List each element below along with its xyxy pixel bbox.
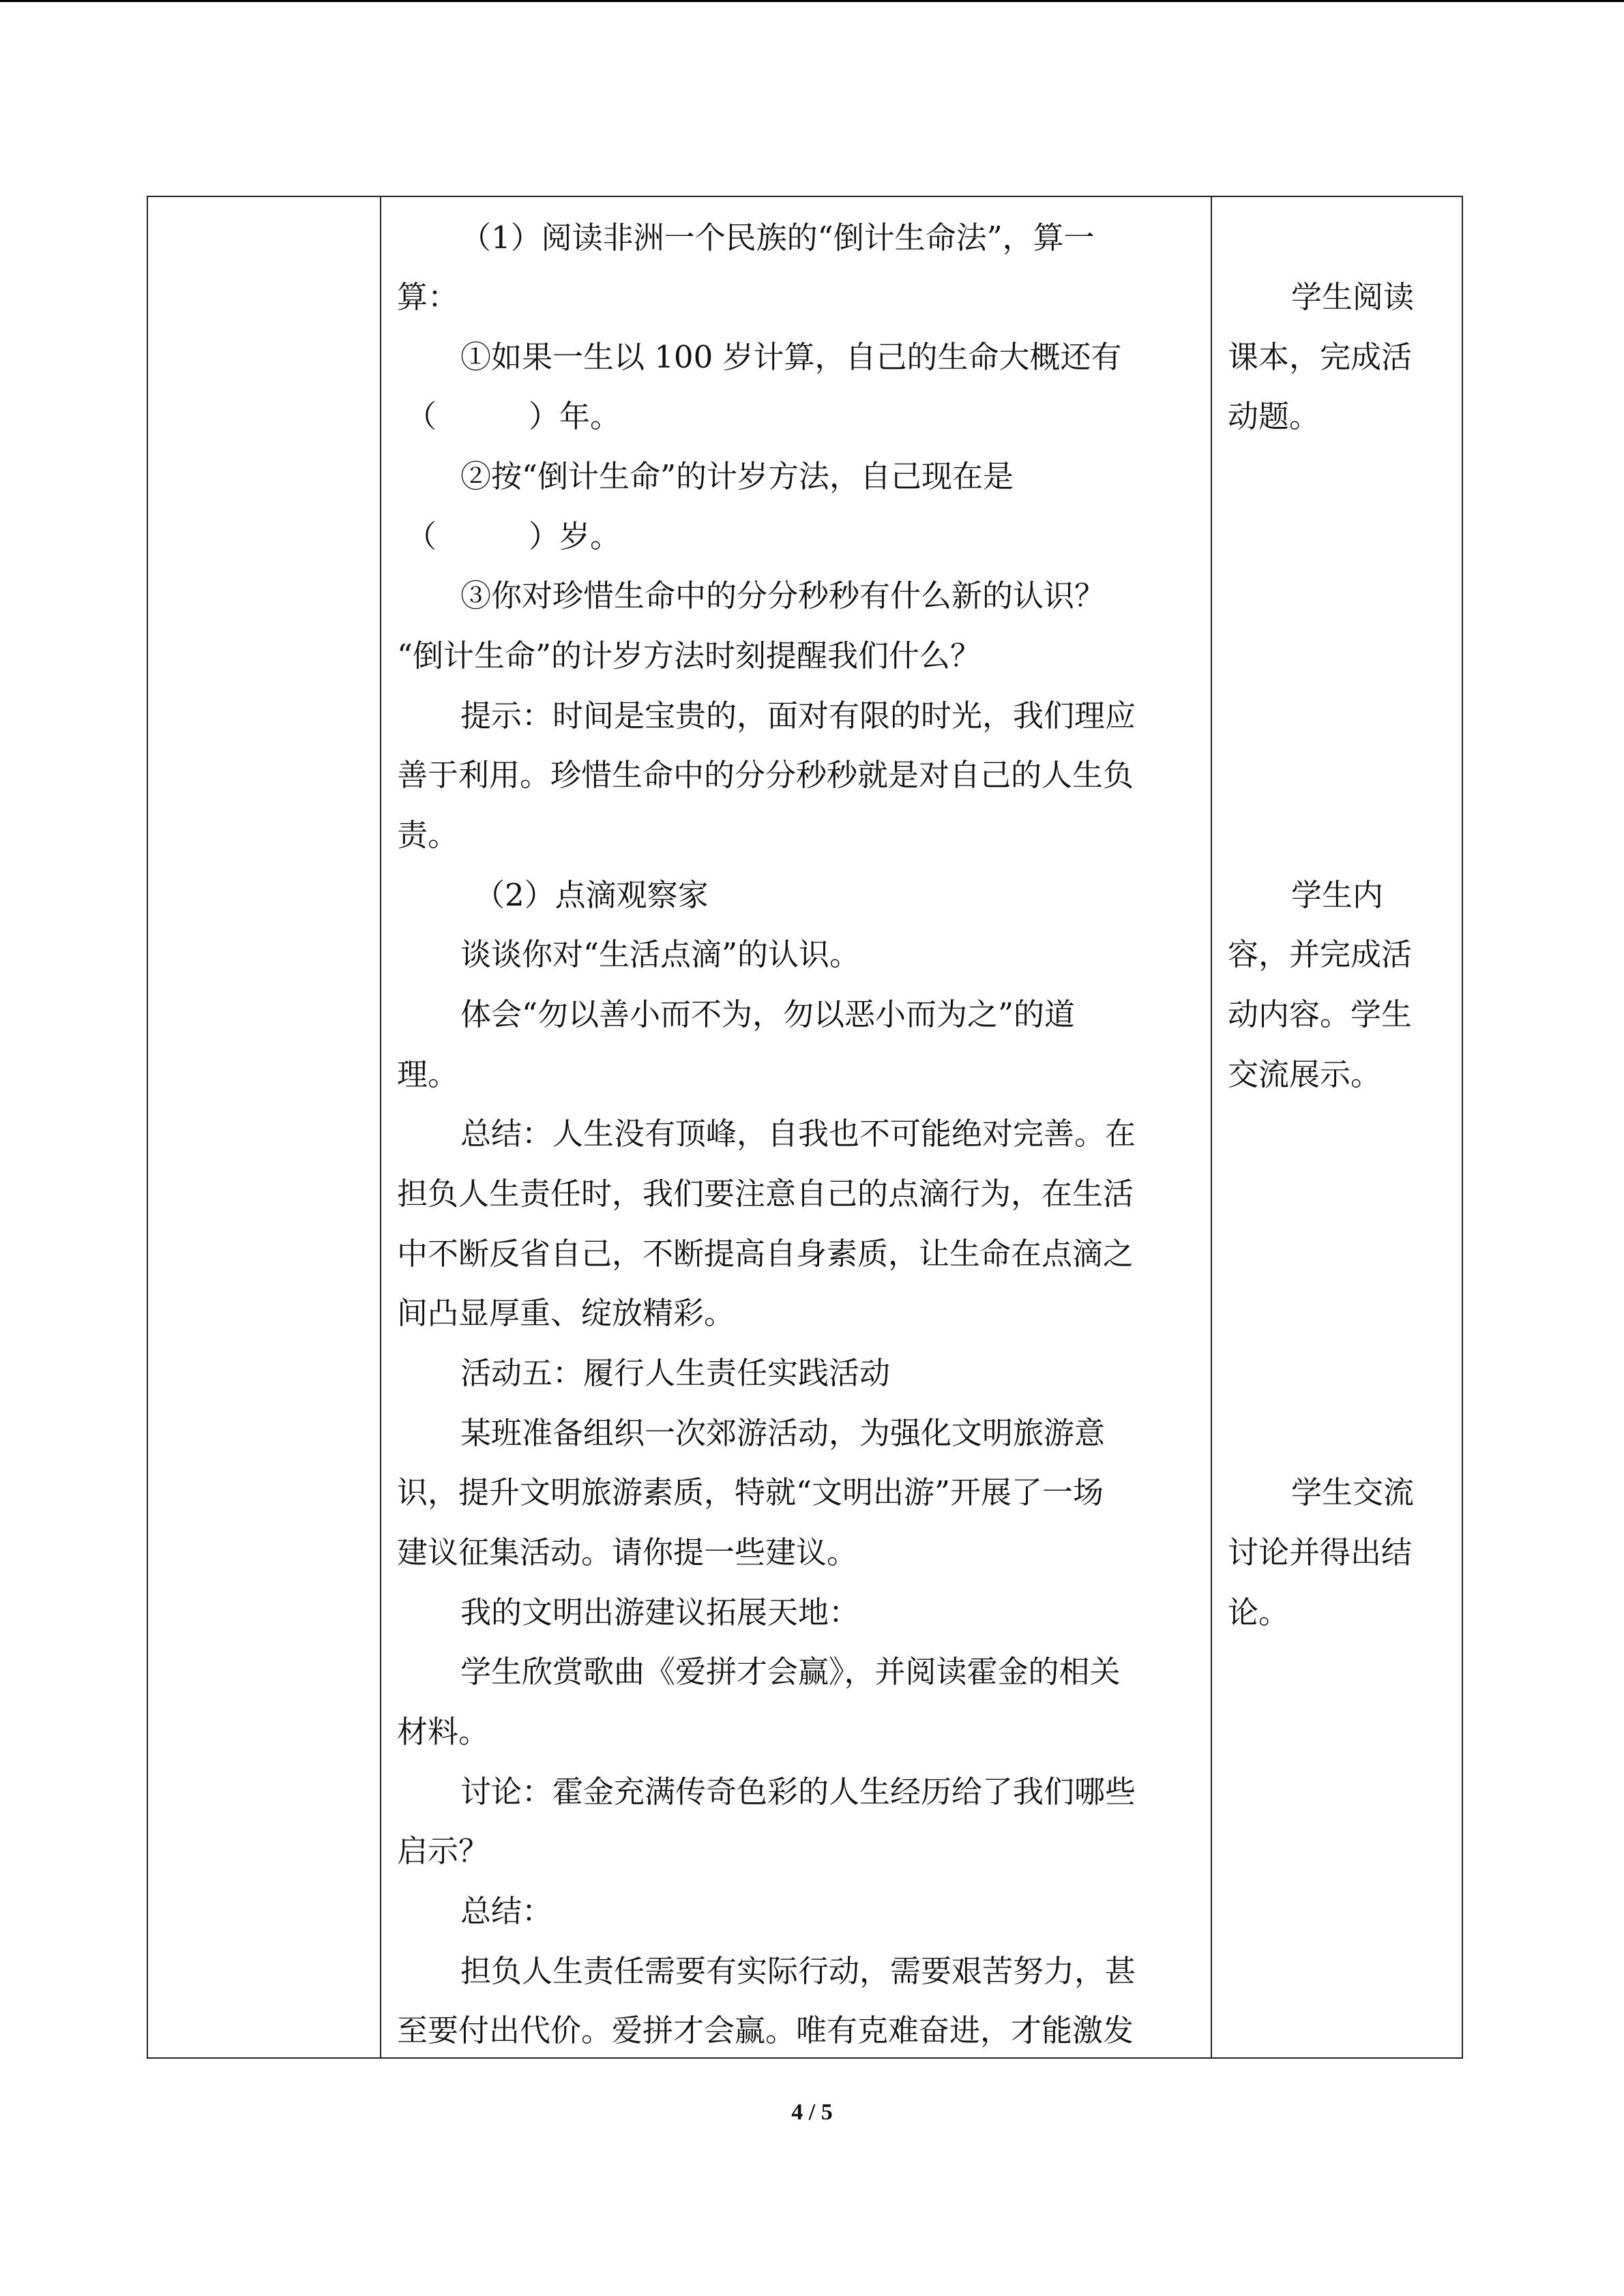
content-line: 担负人生责任时，我们要注意自己的点滴行为，在生活 — [397, 1176, 1134, 1212]
content-line: （ ）年。 — [406, 398, 621, 434]
column-divider-2 — [1211, 197, 1212, 2057]
content-line: 学生欣赏歌曲《爱拼才会赢》，并阅读霍金的相关 — [460, 1654, 1121, 1690]
content-line: 善于利用。珍惜生命中的分分秒秒就是对自己的人生负 — [397, 757, 1134, 793]
top-border-rule — [0, 0, 1624, 2]
content-line: ②按“倒计生命”的计岁方法，自己现在是 — [460, 458, 1014, 494]
content-line: 理。 — [397, 1056, 459, 1092]
activity-line: 论。 — [1228, 1594, 1290, 1630]
activity-line: 动题。 — [1228, 398, 1320, 434]
content-line: ③你对珍惜生命中的分分秒秒有什么新的认识？ — [460, 578, 1106, 614]
content-line: （1）阅读非洲一个民族的“倒计生命法”，算一 — [460, 220, 1095, 256]
page-number: 4 / 5 — [791, 2100, 833, 2125]
content-line: 活动五：履行人生责任实践活动 — [460, 1355, 891, 1391]
column-divider-1 — [380, 197, 381, 2057]
content-line: 至要付出代价。爱拼才会赢。唯有克难奋进，才能激发 — [397, 2012, 1134, 2048]
content-line: 算： — [397, 279, 459, 315]
content-line: 建议征集活动。请你提一些建议。 — [397, 1534, 858, 1570]
content-line: ①如果一生以 100 岁计算，自己的生命大概还有 — [460, 339, 1122, 375]
activity-line: 动内容。学生 — [1228, 996, 1413, 1032]
content-line: 总结： — [460, 1893, 553, 1929]
activity-line: 讨论并得出结 — [1228, 1534, 1413, 1570]
activity-line: 交流展示。 — [1228, 1056, 1382, 1092]
content-line: 谈谈你对“生活点滴”的认识。 — [460, 936, 861, 972]
activity-line: 学生内 — [1291, 877, 1384, 913]
content-line: 提示：时间是宝贵的，面对有限的时光，我们理应 — [460, 698, 1136, 734]
content-line: 我的文明出游建议拓展天地： — [460, 1594, 860, 1630]
content-line: （ ）岁。 — [406, 518, 621, 554]
content-line: 材料。 — [397, 1714, 490, 1750]
content-line: 启示？ — [397, 1833, 490, 1869]
activity-line: 学生阅读 — [1291, 279, 1415, 315]
activity-line: 学生交流 — [1291, 1474, 1415, 1510]
content-line: 识，提升文明旅游素质，特就“文明出游”开展了一场 — [397, 1474, 1104, 1510]
activity-line: 容，并完成活 — [1228, 936, 1413, 972]
content-line: 中不断反省自己，不断提高自身素质，让生命在点滴之 — [397, 1236, 1134, 1272]
content-line: 间凸显厚重、绽放精彩。 — [397, 1295, 735, 1331]
activity-line: 课本，完成活 — [1228, 339, 1413, 375]
content-line: 总结：人生没有顶峰，自我也不可能绝对完善。在 — [460, 1116, 1136, 1152]
content-line: 某班准备组织一次郊游活动，为强化文明旅游意 — [460, 1415, 1106, 1451]
content-line: “倒计生命”的计岁方法时刻提醒我们什么？ — [397, 638, 981, 674]
content-line: 体会“勿以善小而不为，勿以恶小而为之”的道 — [460, 996, 1076, 1032]
content-line: 责。 — [397, 817, 459, 853]
content-line: （2）点滴观察家 — [474, 877, 709, 913]
content-line: 讨论：霍金充满传奇色彩的人生经历给了我们哪些 — [460, 1774, 1136, 1810]
content-line: 担负人生责任需要有实际行动，需要艰苦努力，甚 — [460, 1953, 1136, 1989]
